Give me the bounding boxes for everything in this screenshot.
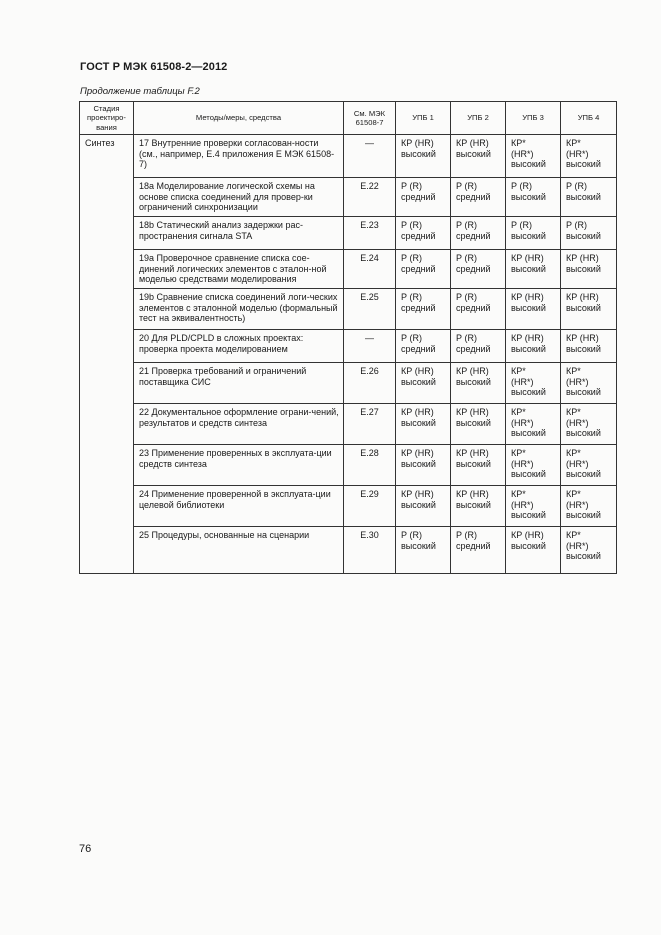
recommendation-line: (HR*) xyxy=(566,417,589,428)
method-cell: 21 Проверка требований и ограничений поставщика СИС xyxy=(134,363,344,404)
table-row xyxy=(80,135,617,178)
header-method: Методы/меры, средства xyxy=(134,102,344,135)
recommendation-line: высокий xyxy=(511,343,546,354)
header-stage: Стадия проектиро-вания xyxy=(80,102,134,135)
upb4-cell xyxy=(561,178,617,217)
recommendation-line: высокий xyxy=(511,230,546,241)
upb3-cell xyxy=(506,250,561,289)
method-cell: 19b Сравнение списка соединений логи-ческих элементов с эталонной моделью (формальный тест на эквивалентность) xyxy=(134,289,344,330)
recommendation-line: КР (HR) xyxy=(511,292,544,302)
recommendation-line: (HR*) xyxy=(511,148,534,159)
recommendation-line: КР (HR) xyxy=(401,407,434,417)
method-cell: 20 Для PLD/CPLD в сложных проектах: проверка проекта моделированием xyxy=(134,330,344,363)
upb1-cell xyxy=(396,178,451,217)
table-body xyxy=(80,135,617,574)
recommendation-line: высокий xyxy=(566,469,601,480)
recommendation-line: средний xyxy=(456,263,491,274)
table-row xyxy=(80,404,617,445)
table-row xyxy=(80,289,617,330)
recommendation-line: (HR*) xyxy=(566,376,589,387)
header-ref: См. МЭК 61508-7 xyxy=(344,102,396,135)
ref-cell: E.26 xyxy=(344,363,396,404)
recommendation-line: Р (R) xyxy=(456,292,477,302)
upb2-cell xyxy=(451,289,506,330)
upb4-cell xyxy=(561,250,617,289)
recommendation-line: средний xyxy=(456,540,491,551)
upb1-cell xyxy=(396,289,451,330)
recommendation-line: средний xyxy=(456,343,491,354)
ref-cell: E.28 xyxy=(344,445,396,486)
recommendation-line: Р (R) xyxy=(456,333,477,343)
upb4-cell xyxy=(561,135,617,178)
recommendation-line: высокий xyxy=(511,469,546,480)
recommendation-line: КР (HR) xyxy=(401,489,434,499)
upb3-cell xyxy=(506,527,561,574)
document-title: ГОСТ Р МЭК 61508-2—2012 xyxy=(80,61,228,73)
ref-cell: E.25 xyxy=(344,289,396,330)
recommendation-line: средний xyxy=(401,230,436,241)
upb4-cell xyxy=(561,289,617,330)
upb1-cell xyxy=(396,363,451,404)
recommendation-line: КР (HR) xyxy=(401,138,434,148)
recommendation-line: средний xyxy=(401,263,436,274)
recommendation-line: высокий xyxy=(401,499,436,510)
recommendation-line: КР (HR) xyxy=(511,333,544,343)
recommendation-line: средний xyxy=(456,191,491,202)
method-cell: 22 Документальное оформление ограни-чений, результатов и средств синтеза xyxy=(134,404,344,445)
recommendation-line: (HR*) xyxy=(511,499,534,510)
recommendation-line: средний xyxy=(456,302,491,313)
upb3-cell xyxy=(506,363,561,404)
recommendation-line: высокий xyxy=(566,510,601,521)
table-row xyxy=(80,330,617,363)
table-header-row xyxy=(80,102,617,135)
upb4-cell xyxy=(561,330,617,363)
method-cell: 23 Применение проверенных в эксплуата-ции средств синтеза xyxy=(134,445,344,486)
upb2-cell xyxy=(451,363,506,404)
upb2-cell xyxy=(451,486,506,527)
upb1-cell xyxy=(396,217,451,250)
recommendation-line: высокий xyxy=(456,499,491,510)
upb2-cell xyxy=(451,445,506,486)
recommendation-line: КР (HR) xyxy=(566,292,599,302)
recommendation-line: КР* xyxy=(511,138,526,148)
recommendation-line: высокий xyxy=(511,428,546,439)
recommendation-line: высокий xyxy=(511,510,546,521)
method-cell: 19а Проверочное сравнение списка сое-динений логических элементов с эталон-ной моделью средствами моделирования xyxy=(134,250,344,289)
upb3-cell xyxy=(506,217,561,250)
recommendation-line: высокий xyxy=(456,148,491,159)
method-cell: 18b Статический анализ задержки рас-пространения сигнала STA xyxy=(134,217,344,250)
recommendation-line: высокий xyxy=(401,458,436,469)
table-row xyxy=(80,178,617,217)
upb2-cell xyxy=(451,217,506,250)
recommendation-line: КР* xyxy=(566,530,581,540)
upb3-cell xyxy=(506,445,561,486)
upb2-cell xyxy=(451,330,506,363)
upb1-cell xyxy=(396,527,451,574)
recommendation-line: КР (HR) xyxy=(511,253,544,263)
recommendation-line: (HR*) xyxy=(566,540,589,551)
recommendation-line: высокий xyxy=(511,159,546,170)
recommendation-line: высокий xyxy=(456,458,491,469)
recommendation-line: высокий xyxy=(566,302,601,313)
table-caption: Продолжение таблицы F.2 xyxy=(80,86,200,97)
recommendation-line: высокий xyxy=(456,417,491,428)
upb3-cell xyxy=(506,330,561,363)
table-row xyxy=(80,527,617,574)
recommendation-line: КР* xyxy=(566,366,581,376)
recommendation-line: Р (R) xyxy=(401,530,422,540)
recommendation-line: КР (HR) xyxy=(456,366,489,376)
recommendation-line: Р (R) xyxy=(566,181,587,191)
recommendation-line: высокий xyxy=(566,343,601,354)
methods-table xyxy=(79,101,617,574)
recommendation-line: КР (HR) xyxy=(401,366,434,376)
upb4-cell xyxy=(561,486,617,527)
recommendation-line: (HR*) xyxy=(566,458,589,469)
upb4-cell xyxy=(561,527,617,574)
recommendation-line: Р (R) xyxy=(566,220,587,230)
recommendation-line: средний xyxy=(401,191,436,202)
upb1-cell xyxy=(396,404,451,445)
ref-cell: E.24 xyxy=(344,250,396,289)
recommendation-line: Р (R) xyxy=(401,253,422,263)
ref-cell: E.29 xyxy=(344,486,396,527)
upb4-cell xyxy=(561,445,617,486)
upb3-cell xyxy=(506,289,561,330)
recommendation-line: высокий xyxy=(401,540,436,551)
header-upb1: УПБ 1 xyxy=(396,102,451,135)
recommendation-line: КР (HR) xyxy=(456,407,489,417)
recommendation-line: высокий xyxy=(566,159,601,170)
recommendation-line: КР* xyxy=(511,448,526,458)
recommendation-line: высокий xyxy=(566,263,601,274)
recommendation-line: (HR*) xyxy=(566,148,589,159)
table-row xyxy=(80,445,617,486)
ref-cell: E.27 xyxy=(344,404,396,445)
recommendation-line: средний xyxy=(456,230,491,241)
upb3-cell xyxy=(506,135,561,178)
recommendation-line: (HR*) xyxy=(511,417,534,428)
recommendation-line: КР (HR) xyxy=(566,253,599,263)
upb1-cell xyxy=(396,445,451,486)
recommendation-line: КР* xyxy=(511,489,526,499)
recommendation-line: высокий xyxy=(511,540,546,551)
method-cell: 17 Внутренние проверки согласован-ности (см., например, Е.4 приложения Е МЭК 61508-7) xyxy=(134,135,344,178)
ref-cell: E.30 xyxy=(344,527,396,574)
upb1-cell xyxy=(396,250,451,289)
recommendation-line: КР* xyxy=(566,138,581,148)
upb2-cell xyxy=(451,527,506,574)
method-cell: 24 Применение проверенной в эксплуата-ции целевой библиотеки xyxy=(134,486,344,527)
recommendation-line: КР (HR) xyxy=(401,448,434,458)
recommendation-line: высокий xyxy=(401,148,436,159)
upb1-cell xyxy=(396,330,451,363)
recommendation-line: Р (R) xyxy=(401,220,422,230)
recommendation-line: высокий xyxy=(511,387,546,398)
recommendation-line: (HR*) xyxy=(511,458,534,469)
recommendation-line: Р (R) xyxy=(401,333,422,343)
recommendation-line: КР (HR) xyxy=(511,530,544,540)
upb2-cell xyxy=(451,178,506,217)
recommendation-line: (HR*) xyxy=(511,376,534,387)
table-row xyxy=(80,486,617,527)
upb1-cell xyxy=(396,486,451,527)
recommendation-line: Р (R) xyxy=(456,181,477,191)
ref-cell: E.22 xyxy=(344,178,396,217)
ref-cell: — xyxy=(344,330,396,363)
recommendation-line: высокий xyxy=(566,428,601,439)
upb1-cell xyxy=(396,135,451,178)
recommendation-line: высокий xyxy=(566,191,601,202)
recommendation-line: высокий xyxy=(566,551,601,562)
recommendation-line: (HR*) xyxy=(566,499,589,510)
recommendation-line: высокий xyxy=(511,302,546,313)
upb4-cell xyxy=(561,363,617,404)
recommendation-line: Р (R) xyxy=(511,220,532,230)
recommendation-line: Р (R) xyxy=(456,220,477,230)
upb2-cell xyxy=(451,250,506,289)
recommendation-line: КР* xyxy=(566,489,581,499)
upb4-cell xyxy=(561,217,617,250)
upb4-cell xyxy=(561,404,617,445)
page-number: 76 xyxy=(79,843,92,855)
ref-cell: E.23 xyxy=(344,217,396,250)
recommendation-line: высокий xyxy=(401,417,436,428)
recommendation-line: КР* xyxy=(566,448,581,458)
recommendation-line: КР (HR) xyxy=(456,489,489,499)
upb3-cell xyxy=(506,178,561,217)
recommendation-line: средний xyxy=(401,343,436,354)
recommendation-line: высокий xyxy=(566,387,601,398)
recommendation-line: КР* xyxy=(511,407,526,417)
recommendation-line: высокий xyxy=(456,376,491,387)
recommendation-line: КР (HR) xyxy=(456,138,489,148)
recommendation-line: Р (R) xyxy=(456,253,477,263)
table-row xyxy=(80,363,617,404)
method-cell: 18а Моделирование логической схемы на основе списка соединений для провер-ки ограничений синхронизации xyxy=(134,178,344,217)
recommendation-line: высокий xyxy=(511,191,546,202)
recommendation-line: КР* xyxy=(566,407,581,417)
recommendation-line: средний xyxy=(401,302,436,313)
upb2-cell xyxy=(451,135,506,178)
recommendation-line: высокий xyxy=(511,263,546,274)
recommendation-line: высокий xyxy=(566,230,601,241)
upb2-cell xyxy=(451,404,506,445)
table-row xyxy=(80,217,617,250)
upb3-cell xyxy=(506,486,561,527)
recommendation-line: КР (HR) xyxy=(566,333,599,343)
recommendation-line: высокий xyxy=(401,376,436,387)
stage-cell: Синтез xyxy=(80,135,134,574)
recommendation-line: КР* xyxy=(511,366,526,376)
header-upb3: УПБ 3 xyxy=(506,102,561,135)
ref-cell: — xyxy=(344,135,396,178)
recommendation-line: Р (R) xyxy=(401,181,422,191)
recommendation-line: Р (R) xyxy=(511,181,532,191)
recommendation-line: КР (HR) xyxy=(456,448,489,458)
header-upb2: УПБ 2 xyxy=(451,102,506,135)
header-upb4: УПБ 4 xyxy=(561,102,617,135)
upb3-cell xyxy=(506,404,561,445)
recommendation-line: Р (R) xyxy=(456,530,477,540)
recommendation-line: Р (R) xyxy=(401,292,422,302)
table-row xyxy=(80,250,617,289)
method-cell: 25 Процедуры, основанные на сценарии xyxy=(134,527,344,574)
